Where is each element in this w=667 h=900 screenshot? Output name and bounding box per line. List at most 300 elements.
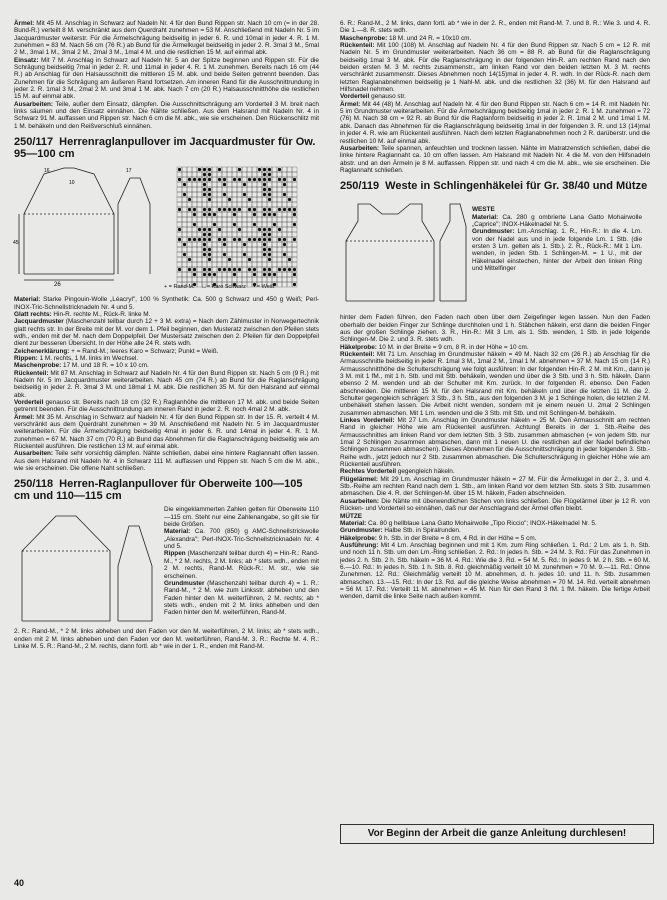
grid-cell [202, 262, 207, 267]
grid-cell [252, 257, 257, 262]
grid-cell [182, 217, 187, 222]
white-stitch-dot [268, 193, 271, 196]
grid-cell [217, 212, 222, 217]
grid-cell [192, 242, 197, 247]
white-stitch-dot [258, 228, 261, 231]
svg-text:10: 10 [69, 180, 75, 187]
white-stitch-dot [293, 178, 296, 181]
grid-cell [187, 172, 192, 177]
grid-cell [257, 182, 262, 187]
grid-cell [262, 217, 267, 222]
grid-cell [187, 247, 192, 252]
grid-cell [222, 272, 227, 277]
paragraph-body: Ca. 80 g hellblaue Lana Gatto Mohairwolle „Tipo Riccio"; INOX-Häkelnadel Nr. 5. [366, 519, 597, 527]
white-stitch-dot [233, 223, 236, 226]
grid-cell [277, 192, 282, 197]
paragraph-body: Halbe Stb. in Spiralrunden. [382, 527, 461, 535]
white-stitch-dot [263, 273, 266, 276]
grid-cell [247, 277, 252, 282]
grid-cell [287, 237, 292, 242]
grid-cell [237, 192, 242, 197]
grid-cell [217, 272, 222, 277]
grid-cell [252, 167, 257, 172]
grid-cell [197, 247, 202, 252]
grid-cell [287, 252, 292, 257]
grid-cell [292, 277, 297, 282]
paragraph [14, 362, 319, 369]
white-stitch-dot [208, 188, 211, 191]
white-stitch-dot [268, 198, 271, 201]
grid-cell [292, 262, 297, 267]
svg-text:16: 16 [44, 168, 50, 175]
paragraph-body: Mit 44 (48) M. Anschlag auf Nadeln Nr. 4 für den Bund Rippen str. Nach 6 cm = 14 R. mit Nadeln Nr. 5 im Grundmuster weiterarbeiten. Für die Ärmelschrägung beidseitig 1mal in jeder 2. R. 1 M. zunehmen = 72 (76) M. Nach 38 cm = 92 R. ab Bund für die Raglanform beidseitig in jeder 2. R. 1mal 2 M. und 1mal 1 M. abk. Danach das Abnehmen für die Raglanschrägung beidseitig 1mal in der folgenden 3. R. und 13 (14)mal in jeder 4. R. wie am Rückenteil ausführen. Nach dem letzten Raglanabnehmen noch 2 R. darüberstr. und die restlichen 10 M. auf einmal abk. [340, 100, 650, 145]
grid-cell [247, 242, 252, 247]
paragraph-body: Mit 45 M. Anschlag in Schwarz auf Nadeln Nr. 4 für den Bund Rippen str. Nach 10 cm (= in der 28. Bund-R.) verteilt 8 M. verschränkt aus dem Querdraht zunehmen = 53 M. Anschließend mit Nadeln Nr. 5 im Jacquardmuster weiterstr. Für die Ärmelschrägung beidseitig in jeder 6. R. und 10mal in jeder 4. R. 1 M. zunehmen = 83 M. Nach 56 cm (76 R.) ab Bund für die Ärmelkugel beidseitig in jeder 2. R. 3mal 3 M., 5mal 2 M., 3mal 1 M., 3mal 2 M., 2mal 3 M., 1mal 4 M. und die restlichen 15 M. auf einmal abk. [14, 20, 319, 57]
white-stitch-dot [248, 238, 251, 241]
grid-cell [227, 182, 232, 187]
grid-cell [247, 272, 252, 277]
white-stitch-dot [238, 168, 241, 171]
paragraph-heading: Ausarbeiten: [14, 100, 54, 108]
width-label: 26 [54, 282, 61, 289]
paragraph-heading: Rückenteil: [14, 369, 49, 377]
grid-cell [262, 197, 267, 202]
paragraph [472, 214, 642, 229]
paragraph [14, 414, 319, 451]
white-stitch-dot [213, 273, 216, 276]
grid-cell [257, 202, 262, 207]
paragraph-body: Mit 27 Lm. Anschlag im Grundmuster häkeln = 25 M. Den Armausschnitt am rechten Rand in gleicher Höhe wie am Rückenteil ausführen. Achtung! Bereits in der 1. Stb.-Reihe des Armausschnittes am linken Rand vor dem letzten Stb. 3 Stb. zusammen abmaschen (= von jedem Stb. nur 1mal 2 Schlingen zusammen abmaschen, dann mit 1 neuen U. die restlichen auf der Nadel befindlichen Schlingen zusammen abmaschen). Dieses Abnehmen für die Ausschnittschrägung in jeder folgenden 3. Stb.-Reihe wdh., jetzt jedoch nur 2 Stb. zusammen abmaschen. Die Schulterschrägung in gleicher Höhe wie am Rückenteil ausführen. [340, 417, 650, 469]
grid-cell [232, 202, 237, 207]
paragraph-heading: Ausarbeiten: [340, 497, 380, 505]
grid-cell [217, 257, 222, 262]
white-stitch-dot [203, 243, 206, 246]
paragraph-heading: Zeichenerklärung: [14, 347, 70, 355]
white-stitch-dot [193, 213, 196, 216]
white-stitch-dot [193, 208, 196, 211]
white-stitch-dot [203, 233, 206, 236]
grid-cell [187, 252, 192, 257]
grid-cell [252, 197, 257, 202]
white-stitch-dot [228, 258, 231, 261]
paragraph [340, 351, 650, 417]
grid-cell [277, 257, 282, 262]
grid-cell [197, 182, 202, 187]
grid-cell [227, 247, 232, 252]
grid-cell [282, 232, 287, 237]
grid-cell [212, 247, 217, 252]
vest-diagram [340, 196, 650, 314]
grid-cell [262, 262, 267, 267]
paragraph [340, 417, 650, 468]
grid-cell [237, 172, 242, 177]
grid-cell [247, 202, 252, 207]
grid-cell [272, 202, 277, 207]
white-stitch-dot [178, 208, 181, 211]
grid-cell [227, 252, 232, 257]
grid-cell [267, 217, 272, 222]
paragraph-body: genauso str. [369, 93, 406, 101]
grid-cell [242, 212, 247, 217]
grid-cell [252, 247, 257, 252]
white-stitch-dot [283, 253, 286, 256]
grid-cell [222, 212, 227, 217]
grid-cell [207, 262, 212, 267]
grid-cell [257, 232, 262, 237]
grid-cell [222, 172, 227, 177]
white-stitch-dot [283, 193, 286, 196]
grid-cell [242, 267, 247, 272]
paragraph [340, 513, 650, 520]
white-stitch-dot [248, 268, 251, 271]
grid-cell [247, 182, 252, 187]
grid-cell [187, 212, 192, 217]
grid-cell [212, 262, 217, 267]
grid-cell [222, 222, 227, 227]
paragraph-heading: Vorderteil [14, 398, 44, 406]
white-stitch-dot [288, 268, 291, 271]
white-stitch-dot [198, 228, 201, 231]
grid-cell [272, 227, 277, 232]
white-stitch-dot [268, 248, 271, 251]
grid-cell [257, 212, 262, 217]
grid-cell [277, 252, 282, 257]
white-stitch-dot [288, 208, 291, 211]
grid-cell [257, 187, 262, 192]
grid-cell [197, 232, 202, 237]
paragraph-body: Die eingeklammerten Zahlen gelten für Oberweite 110—115 cm. Steht nur eine Zahlenangabe, so gilt sie für beide Größen. [164, 506, 319, 529]
grid-cell [277, 232, 282, 237]
grid-cell [257, 262, 262, 267]
grid-cell [292, 242, 297, 247]
white-stitch-dot [293, 273, 296, 276]
grid-cell [202, 197, 207, 202]
grid-cell [287, 182, 292, 187]
white-stitch-dot [228, 268, 231, 271]
white-stitch-dot [208, 268, 211, 271]
section-title-250-118 [14, 478, 319, 502]
grid-cell [257, 197, 262, 202]
grid-cell [177, 182, 182, 187]
grid-cell [257, 257, 262, 262]
grid-cell [272, 252, 277, 257]
white-stitch-dot [218, 178, 221, 181]
grid-cell [222, 262, 227, 267]
grid-cell [252, 192, 257, 197]
grid-cell [267, 182, 272, 187]
grid-cell [212, 237, 217, 242]
grid-cell [212, 232, 217, 237]
white-stitch-dot [218, 238, 221, 241]
grid-cell [177, 222, 182, 227]
grid-cell [247, 187, 252, 192]
grid-cell [177, 197, 182, 202]
paragraph-heading: Häkelprobe: [340, 534, 377, 542]
grid-cell [287, 192, 292, 197]
grid-cell [182, 197, 187, 202]
grid-cell [287, 187, 292, 192]
grid-cell [177, 202, 182, 207]
grid-cell [237, 232, 242, 237]
grid-cell [242, 237, 247, 242]
grid-cell [182, 167, 187, 172]
grid-cell [212, 217, 217, 222]
grid-cell [212, 177, 217, 182]
white-stitch-dot [223, 238, 226, 241]
grid-cell [247, 252, 252, 257]
paragraph-body: Mit 71 Lm. Anschlag im Grundmuster häkeln = 49 M. Nach 32 cm (26 R.) ab Anschlag für die Armausschnitte beidseitig in jeder R. 1mal 3 M., 1mal 2 M., 1mal 1 M. abnehmen = 37 M. Nach 15 cm (14 R.) Armausschnitthöhe die Schulterschrägung wie folgt ausführen: In der folgenden Hin-R. 2 M. mit Km., dann je 3 M. mit 1 fM., mit 1 h. Stb. und mit Stb. behäkeln, wenden und über die 3 Stb. und 3 h. Stb. häkeln. Dann ebenso 2 M. wenden und ab der Schulter mit Km. zurück. In der folgenden R. ebenso. Den Faden abschneiden. Die mittleren 15 M. für den Halsrand mit Km. behäkeln und über die letzten 11 M. die 2. Schulter gegengleich schrägen: 3 Stb., 3 h. Stb., aus den folgenden 3 M. je 1 Schlinge holen, die letzten 2 M. unbehäkelt stehen lassen. Die Arbeit nicht wenden, sondern mit je einem neuen U. 2mal 2 Schlingen zusammen abmaschen. Mit 1 Lm. wenden und die 3 Stb. mit Stb. und mit Schlingen-M. behäkeln. [340, 350, 650, 417]
grid-cell [272, 257, 277, 262]
grid-cell [182, 207, 187, 212]
grid-cell [177, 247, 182, 252]
white-stitch-dot [263, 188, 266, 191]
grid-cell [222, 167, 227, 172]
paragraph [340, 42, 650, 93]
raglan-schematic [14, 506, 159, 626]
left-column [14, 20, 319, 650]
paragraph-body: 6. R.: Rand-M., 2 M. links, dann fortl. ab * wie in der 2. R., enden mit Rand-M. 7. und 8. R.: Wie 3. und 4. R. Die 1.—8. R. stets wdh. [340, 20, 650, 35]
paragraph-heading: WESTE [472, 206, 495, 214]
grid-cell [187, 227, 192, 232]
grid-cell [282, 262, 287, 267]
grid-cell [287, 272, 292, 277]
grid-cell [217, 172, 222, 177]
paragraph-heading: Material: [472, 213, 499, 221]
paragraph-body: Mit 7 M. Anschlag in Schwarz auf Nadeln Nr. 5 an der Spitze beginnen und Rippen str. Für die Schrägung beidseitig 7mal in jeder 2. R. und 11mal in jeder 4. R. 1 M. zunehmen. Bereits nach 16 cm (44 R.) ab Anschlag für den Halsausschnitt die mittleren 15 M. abk. und beide Seiten getrennt beenden. Das Zunehmen für die Schrägung am äußeren Rand fortsetzen. Am inneren Rand für die Ausschnittrundung in jeder 2. R. 1mal 3 M., 2mal 2 M. und 3mal 1 M. abk. Nach 7 cm (20 R.) Halsausschnitthöhe die restlichen 15 M. auf einmal abk. [14, 56, 319, 101]
grid-cell [242, 202, 247, 207]
paragraph-body: Teile spannen, anfeuchten und trocknen lassen. Nähte im Matratzenstich schließen, dabei die linke hintere Raglannaht ca. 10 cm offen lassen. Am Halsrand mit Nadeln Nr. 4 die M. von den Hilfsnadeln abstr. und an den Ärmeln je 8 M. auffassen. Rippen str. und nach 4 cm die M. abk., wie sie erscheinen. Die Raglannaht schließen. [340, 144, 650, 174]
paragraph-heading: Ärmel: [14, 413, 35, 421]
grid-cell [247, 222, 252, 227]
white-stitch-dot [253, 268, 256, 271]
white-stitch-dot [253, 223, 256, 226]
grid-cell [287, 247, 292, 252]
grid-cell [192, 277, 197, 282]
grid-cell [257, 172, 262, 177]
white-stitch-dot [268, 178, 271, 181]
grid-cell [292, 257, 297, 262]
right-column [340, 20, 650, 601]
white-stitch-dot [203, 188, 206, 191]
grid-cell [232, 252, 237, 257]
white-stitch-dot [208, 198, 211, 201]
paragraph [472, 206, 642, 213]
grid-cell [192, 262, 197, 267]
grid-cell [237, 252, 242, 257]
white-stitch-dot [223, 178, 226, 181]
white-stitch-dot [258, 178, 261, 181]
grid-cell [277, 202, 282, 207]
grid-cell [287, 172, 292, 177]
white-stitch-dot [268, 273, 271, 276]
grid-cell [182, 172, 187, 177]
white-stitch-dot [283, 178, 286, 181]
grid-cell [197, 207, 202, 212]
grid-cell [272, 277, 277, 282]
grid-cell [292, 182, 297, 187]
white-stitch-dot [278, 178, 281, 181]
paragraph-heading: Grundmuster [164, 579, 205, 587]
white-stitch-dot [253, 273, 256, 276]
grid-cell [267, 202, 272, 207]
grid-cell [277, 187, 282, 192]
grid-cell [292, 192, 297, 197]
grid-cell [207, 217, 212, 222]
white-stitch-dot [268, 253, 271, 256]
paragraph-heading: Rippen [164, 550, 186, 558]
paragraph [340, 542, 650, 601]
grid-cell [202, 222, 207, 227]
grid-cell [217, 242, 222, 247]
white-stitch-dot [208, 248, 211, 251]
grid-cell [262, 202, 267, 207]
grid-cell [232, 167, 237, 172]
white-stitch-dot [263, 238, 266, 241]
grid-cell [197, 192, 202, 197]
paragraph-heading: Grundmuster: [472, 228, 515, 236]
grid-cell [262, 257, 267, 262]
grid-cell [287, 232, 292, 237]
paragraph [14, 355, 319, 362]
grid-cell [292, 252, 297, 257]
white-stitch-dot [208, 253, 211, 256]
grid-cell [272, 247, 277, 252]
white-stitch-dot [223, 183, 226, 186]
grid-cell [247, 227, 252, 232]
grid-cell [287, 277, 292, 282]
grid-cell [247, 262, 252, 267]
paragraph-body: Mit 29 Lm. Anschlag im Grundmuster häkeln = 27 M. Für die Ärmelkugel in der 2., 3. und 4. Stb.-Reihe am rechten Rand nach dem 1. Stb., am linken Rand vor dem letzten Stb. stets 3 Stb. zusammen abmaschen. Die 4. R. der Schlingen-M. über 15 M. häkeln, Faden abschneiden. [340, 475, 650, 498]
grid-cell [192, 252, 197, 257]
white-stitch-dot [243, 243, 246, 246]
white-stitch-dot [218, 268, 221, 271]
grid-cell [237, 202, 242, 207]
grid-cell [247, 192, 252, 197]
section-title-250-117 [14, 136, 319, 160]
grid-cell [197, 222, 202, 227]
grid-cell [252, 227, 257, 232]
grid-cell [227, 217, 232, 222]
white-stitch-dot [268, 228, 271, 231]
grid-cell [282, 217, 287, 222]
white-stitch-dot [283, 243, 286, 246]
grid-cell [257, 277, 262, 282]
paragraph-body: Die Nähte mit überwendlichen Stichen von links schließen. Die Flügelärmel über je 12 R. von Rücken- und Vorderteil so einnähen, daß nur der Anschlagrand der Ärmel offen bleibt. [340, 497, 650, 513]
grid-cell [187, 232, 192, 237]
grid-cell [182, 187, 187, 192]
grid-cell [287, 222, 292, 227]
white-stitch-dot [188, 208, 191, 211]
grid-cell [237, 247, 242, 252]
grid-cell [207, 277, 212, 282]
grid-cell [232, 192, 237, 197]
grid-cell [247, 247, 252, 252]
grid-cell [222, 197, 227, 202]
legend-item: □ = Karo Schwarz [202, 284, 246, 291]
grid-cell [197, 197, 202, 202]
grid-cell [227, 237, 232, 242]
paragraph-heading: Glatt rechts: [14, 310, 52, 318]
white-stitch-dot [193, 273, 196, 276]
paragraph [340, 35, 650, 42]
grid-cell [197, 272, 202, 277]
grid-cell [272, 187, 277, 192]
grid-cell [187, 277, 192, 282]
grid-cell [287, 227, 292, 232]
white-stitch-dot [208, 238, 211, 241]
grid-cell [252, 202, 257, 207]
white-stitch-dot [263, 268, 266, 271]
grid-cell [232, 262, 237, 267]
grid-cell [217, 232, 222, 237]
grid-cell [257, 222, 262, 227]
white-stitch-dot [208, 173, 211, 176]
grid-cell [192, 257, 197, 262]
white-stitch-dot [208, 193, 211, 196]
grid-cell [237, 222, 242, 227]
grid-cell [177, 192, 182, 197]
white-stitch-dot [248, 178, 251, 181]
grid-cell [282, 212, 287, 217]
paragraph-body: Mit 4 Lm. Anschlag beginnen und mit 1 Km. zum Ring schließen. 1. Rd.: 2 Lm. als 1. h. Stb. und noch 11 h. Stb. um den Lm.-Ring schließen. 2. Rd.: In jedes h. Stb. = 24 M. 3. Rd.: Für das Zunehmen in jedes 2. h. Stb. 2 h. Stb. häkeln = 36 M. 4. Rd.: Wie die 3. Rd. = 54 M. 5. Rd.: In jedes 9. M. 2 h. Stb. = 60 M. 6.—10. Rd.: In jedes h. Stb. 1 h. Stb. 8. Rd. gleichmäßig verteilt 10 M. zunehmen = 70 M. 9.—11. Rd.: Ohne Zunehmen. 12. Rd.: Gleichmäßig verteilt 10 M. abnehmen, d. h. jedes 10. und 11. h. Stb. zusammen abmaschen. 13.—15. Rd.: In der 13. Rd. auf die gleiche Weise abnehmen = 70 M. 14. Rd. verteilt abnehmen = 56 M. 17. Rd.: Verteilt 11 M. abnehmen = 45 M. Nun für den Rand 3 fM. 1 fM. häkeln. Die fertige Arbeit wenden, damit die linke Seite nach außen kommt. [340, 541, 650, 601]
grid-cell [187, 167, 192, 172]
paragraph-heading: Material: [340, 519, 367, 527]
paragraph-heading: Ärmel: [340, 100, 361, 108]
grid-cell [182, 277, 187, 282]
white-stitch-dot [188, 178, 191, 181]
grid-cell [292, 197, 297, 202]
grid-cell [287, 217, 292, 222]
raglan-block [14, 506, 319, 628]
paragraph [340, 101, 650, 145]
grid-cell [282, 257, 287, 262]
white-stitch-dot [288, 198, 291, 201]
paragraph [164, 550, 319, 579]
grid-cell [187, 202, 192, 207]
right-bottom-text [340, 314, 650, 600]
white-stitch-dot [278, 238, 281, 241]
grid-cell [287, 242, 292, 247]
paragraph [340, 314, 650, 343]
white-stitch-dot [188, 198, 191, 201]
white-stitch-dot [203, 248, 206, 251]
paragraph [340, 476, 650, 498]
grid-cell [227, 187, 232, 192]
paragraph [472, 228, 642, 272]
white-stitch-dot [188, 238, 191, 241]
grid-cell [277, 217, 282, 222]
white-stitch-dot [218, 168, 221, 171]
grid-cell [287, 212, 292, 217]
white-stitch-dot [213, 223, 216, 226]
grid-cell [267, 242, 272, 247]
grid-cell [237, 272, 242, 277]
grid-cell [197, 217, 202, 222]
white-stitch-dot [208, 273, 211, 276]
white-stitch-dot [253, 178, 256, 181]
legend-item: + = Rand-M. [164, 284, 195, 291]
paragraph-heading: MÜTZE [340, 512, 363, 520]
white-stitch-dot [198, 168, 201, 171]
paragraph-body: + = Rand-M.; leeres Karo = Schwarz; Punkt = Weiß. [69, 347, 219, 355]
grid-cell [277, 272, 282, 277]
paragraph-heading: Ausarbeiten: [14, 450, 54, 458]
grid-cell [187, 187, 192, 192]
grid-cell [212, 197, 217, 202]
white-stitch-dot [253, 213, 256, 216]
white-stitch-dot [238, 228, 241, 231]
grid-cell [282, 202, 287, 207]
